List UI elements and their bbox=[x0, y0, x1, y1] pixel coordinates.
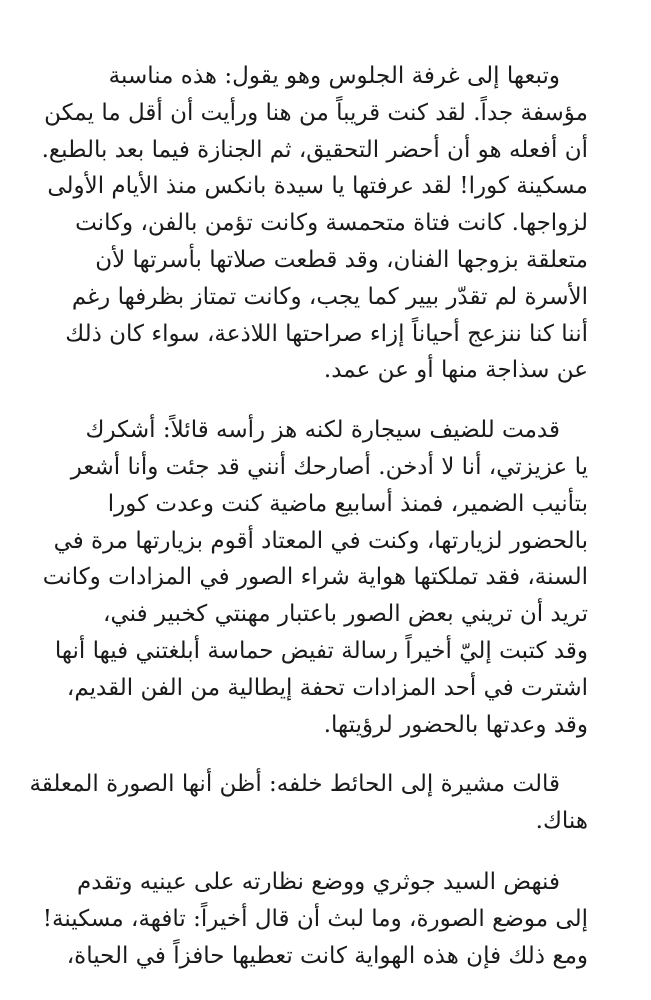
text-line: وتبعها إلى غرفة الجلوس وهو يقول: هذه مناسبة bbox=[108, 63, 560, 89]
text-line: قدمت للضيف سيجارة لكنه هز رأسه قائلاً: أشكرك bbox=[85, 417, 560, 444]
text-line: وقد كتبت إليّ أخيراً رسالة تفيض حماسة أبلغتني فيها أنها bbox=[54, 637, 588, 664]
paragraph-1 bbox=[41, 58, 588, 389]
text-line: وقد وعدتها بالحضور لرؤيتها. bbox=[323, 711, 588, 738]
text-line: بالحضور لزيارتها، وكنت في المعتاد أقوم بزيارتها مرة في bbox=[53, 527, 588, 554]
text-line: قالت مشيرة إلى الحائط خلفه: أظن أنها الصورة المعلقة bbox=[29, 771, 560, 798]
text-line: مؤسفة جداً. لقد كنت قريباً من هنا ورأيت أن أقل ما يمكن bbox=[44, 99, 588, 126]
text-line: بتأنيب الضمير، فمنذ أسابيع ماضية كنت وعدت كورا bbox=[107, 490, 588, 517]
text-line: متعلقة بزوجها الفنان، وقد قطعت صلاتها بأسرتها لأن bbox=[95, 246, 588, 273]
paragraph-4 bbox=[42, 864, 588, 974]
text-line: السنة، فقد تملكتها هواية شراء الصور في المزادات وكانت bbox=[42, 564, 588, 591]
text-line: مسكينة كورا! لقد عرفتها يا سيدة بانكس منذ الأيام الأولى bbox=[47, 173, 588, 200]
text-line: الأسرة لم تقدّر بيير كما يجب، وكانت تمتاز بظرفها رغم bbox=[71, 283, 588, 310]
book-page bbox=[29, 58, 588, 974]
text-line: فنهض السيد جوثري ووضع نظارته على عينيه وتقدم bbox=[77, 868, 560, 895]
paragraph-3 bbox=[29, 766, 588, 840]
text-line: يا عزيزتي، أنا لا أدخن. أصارحك أنني قد جئت وأنا أشعر bbox=[70, 453, 588, 480]
text-line: لزواجها. كانت فتاة متحمسة وكانت تؤمن بالفن، وكانت bbox=[75, 210, 588, 237]
text-line: إلى موضع الصورة، وما لبث أن قال أخيراً: تافهة، مسكينة! bbox=[42, 905, 588, 932]
text-line: تريد أن تريني بعض الصور باعتبار مهنتي كخبير فني، bbox=[103, 601, 588, 628]
text-line: اشترت في أحد المزادات تحفة إيطالية من الفن القديم، bbox=[66, 674, 588, 701]
text-line: هناك. bbox=[535, 808, 588, 835]
text-line: أننا كنا ننزعج أحياناً إزاء صراحتها اللاذعة، سواء كان ذلك bbox=[65, 320, 588, 347]
text-line: أن أفعله هو أن أحضر التحقيق، ثم الجنازة فيما بعد بالطبع. bbox=[41, 136, 588, 163]
paragraph-2 bbox=[42, 412, 588, 743]
text-line: ومع ذلك فإن هذه الهواية كانت تعطيها حافزاً في الحياة، bbox=[66, 942, 588, 969]
text-line: عن سذاجة منها أو عن عمد. bbox=[323, 357, 588, 384]
